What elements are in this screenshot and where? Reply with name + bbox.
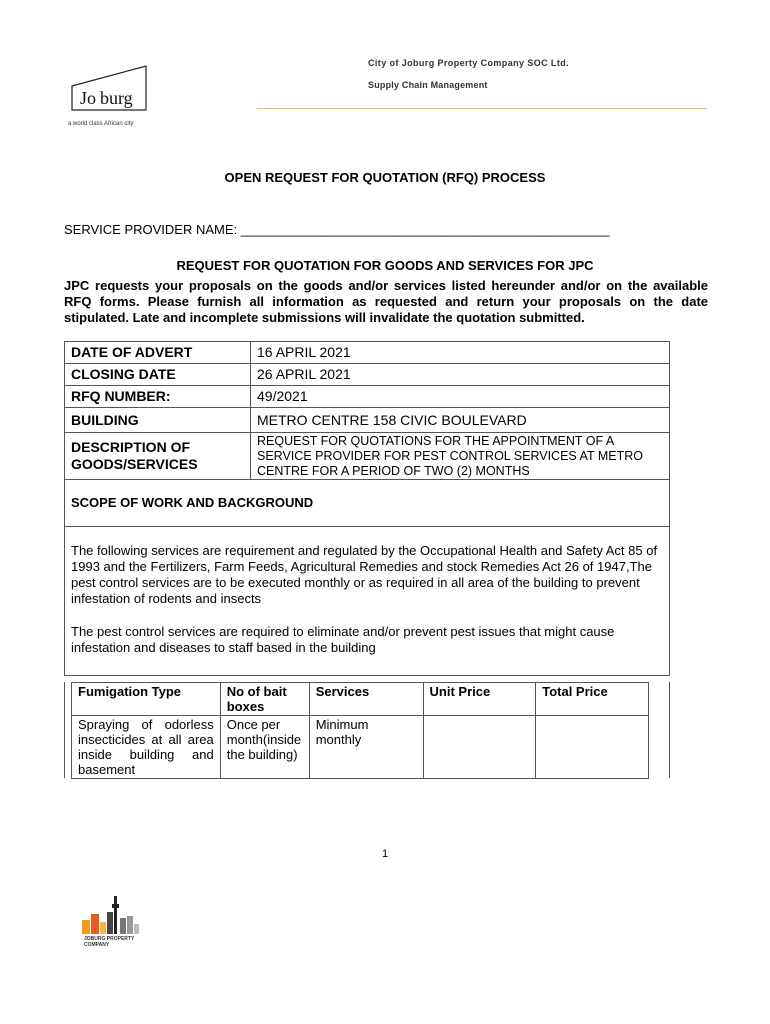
- table-border-right: [669, 682, 670, 778]
- page-title: OPEN REQUEST FOR QUOTATION (RFQ) PROCESS: [224, 170, 546, 185]
- info-label: BUILDING: [65, 408, 251, 432]
- rfq-info-table: [64, 341, 670, 676]
- column-header: No of bait boxes: [220, 683, 309, 716]
- table-cell: Minimum monthly: [309, 716, 423, 779]
- info-label: DESCRIPTION OF GOODS/SERVICES: [65, 433, 251, 479]
- column-header: Services: [309, 683, 423, 716]
- services-table: [71, 682, 649, 779]
- total-price-cell[interactable]: [536, 716, 649, 779]
- joburg-logo: [66, 64, 150, 128]
- company-name: City of Joburg Property Company SOC Ltd.: [368, 58, 570, 68]
- column-header: Fumigation Type: [72, 683, 221, 716]
- table-row: [72, 716, 649, 779]
- info-row-building: [65, 408, 669, 433]
- info-row-rfq-number: [65, 386, 669, 408]
- info-value: METRO CENTRE 158 CIVIC BOULEVARD: [257, 412, 527, 428]
- table-cell: Spraying of odorless insecticides at all area inside building and basement: [72, 716, 221, 779]
- info-row-closing-date: [65, 364, 669, 386]
- scope-heading: SCOPE OF WORK AND BACKGROUND: [65, 480, 669, 527]
- info-value: 16 APRIL 2021: [257, 344, 351, 360]
- jpc-logo: [80, 890, 150, 950]
- header-divider: [257, 108, 707, 109]
- info-row-date-of-advert: [65, 342, 669, 364]
- info-row-description: [65, 433, 669, 480]
- intro-paragraph: JPC requests your proposals on the goods and/or services listed hereunder and/or on the available RFQ forms. Please furnish all information as requested and return your proposals on the date stipulated. Late and incomplete submissions will invalidate the quotation submitted.: [64, 278, 708, 325]
- jpc-logo-text: JOBURG PROPERTY COMPANY: [84, 936, 135, 948]
- info-label: CLOSING DATE: [65, 364, 251, 385]
- info-value: 49/2021: [257, 388, 308, 404]
- service-provider-name-field[interactable]: SERVICE PROVIDER NAME: ___________________________________________________: [64, 222, 610, 237]
- svg-text:burg: burg: [100, 88, 133, 108]
- scope-body: [65, 527, 669, 675]
- info-value: REQUEST FOR QUOTATIONS FOR THE APPOINTMENT OF A SERVICE PROVIDER FOR PEST CONTROL SERVICES AT METRO CENTRE FOR A PERIOD OF TWO (2) MONTHS: [257, 434, 643, 478]
- info-label: DATE OF ADVERT: [65, 342, 251, 363]
- column-header: Total Price: [536, 683, 649, 716]
- logo-tagline: a world class African city: [68, 121, 134, 127]
- unit-price-cell[interactable]: [423, 716, 536, 779]
- scope-paragraph: The pest control services are required to eliminate and/or prevent pest issues that might cause infestation and diseases to staff based in the building: [71, 624, 615, 655]
- svg-text:Jo: Jo: [80, 88, 97, 108]
- info-value: 26 APRIL 2021: [257, 366, 351, 382]
- column-header: Unit Price: [423, 683, 536, 716]
- page-number: 1: [381, 848, 389, 860]
- table-header-row: [72, 683, 649, 716]
- info-label: RFQ NUMBER:: [65, 386, 251, 407]
- scope-paragraph: The following services are requirement and regulated by the Occupational Health and Safety Act 85 of 1993 and the Fertilizers, Farm Feeds, Agricultural Remedies and stock Remedies Act 26 of 1947,The pest control services are to be executed monthly or as required in all area of the building to prevent infestation of rodents and insects: [71, 543, 658, 606]
- table-border-left: [64, 682, 65, 778]
- rfq-subtitle: REQUEST FOR QUOTATION FOR GOODS AND SERVICES FOR JPC: [176, 258, 594, 273]
- department-name: Supply Chain Management: [368, 80, 488, 90]
- table-cell: Once per month(inside the building): [220, 716, 309, 779]
